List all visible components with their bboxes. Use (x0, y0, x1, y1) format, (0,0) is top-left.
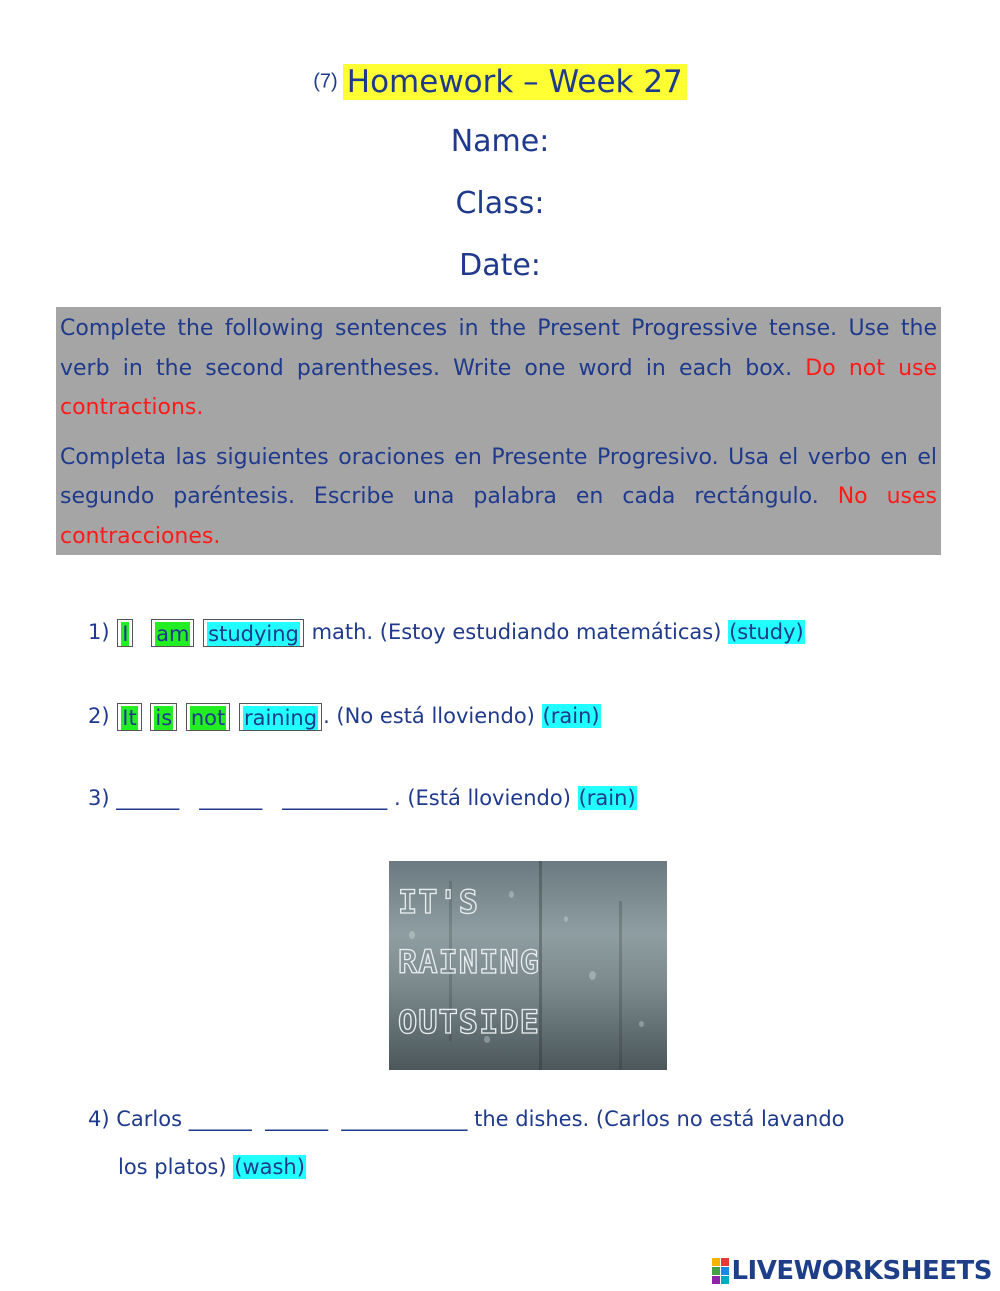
liveworksheets-logo (712, 1256, 992, 1286)
exercise-4 (88, 1102, 845, 1136)
raining-outside-image (389, 861, 667, 1070)
exercise-number: 2) (88, 704, 110, 728)
instructions-english-text: Complete the following sentences in the Present Progressive tense. Use the verb in the second parentheses. Write one word in each box. (60, 316, 937, 381)
answer-box[interactable] (239, 703, 322, 731)
instructions-spanish-warning: No uses contracciones. (60, 484, 937, 549)
answer-box-text: not (190, 706, 226, 730)
answer-box[interactable] (203, 619, 304, 647)
instructions-english-warning: Do not use contractions. (60, 355, 938, 420)
answer-box-text: raining (243, 706, 318, 730)
class-label: Class: (455, 186, 545, 221)
answer-box-text: is (155, 706, 173, 730)
exercise-text: los platos) (118, 1155, 227, 1179)
verb-hint: (rain) (542, 704, 600, 728)
exercise-1 (88, 615, 805, 649)
answer-box-text: studying (208, 622, 299, 646)
exercise-number: 4) (88, 1107, 110, 1131)
exercise-4-continued (118, 1150, 306, 1184)
exercise-3 (88, 781, 637, 815)
exercise-text: . (No está lloviendo) (323, 704, 535, 728)
name-label: Name: (450, 124, 550, 159)
answer-box[interactable] (117, 703, 141, 731)
verb-hint: (study) (729, 620, 804, 644)
instructions-spanish-text: Completa las siguientes oraciones en Presente Progresivo. Usa el verbo en el segundo paréntesis. Escribe una palabra en cada rectángulo. (60, 444, 937, 509)
answer-blanks[interactable]: ______ ______ ____________ (188, 1107, 468, 1131)
verb-hint: (wash) (234, 1155, 305, 1179)
answer-box-text: I (122, 622, 129, 646)
exercise-text: math. (Estoy estudiando matemáticas) (311, 620, 722, 644)
exercise-subject: Carlos (116, 1107, 183, 1131)
exercise-2 (88, 699, 601, 733)
answer-box[interactable] (151, 619, 194, 647)
instructions-english (60, 309, 937, 428)
image-text-line: OUTSIDE (398, 1003, 540, 1041)
logo-text: LIVEWORKSHEETS (731, 1256, 992, 1286)
answer-box-text: It (122, 706, 137, 730)
page-title: Homework – Week 27 (343, 64, 687, 100)
exercise-text: . (Está lloviendo) (394, 786, 571, 810)
instructions-box (56, 307, 941, 555)
worksheet-number: (7) (313, 70, 338, 93)
answer-box[interactable] (150, 703, 177, 731)
answer-blanks[interactable]: ______ ______ __________ (116, 786, 388, 810)
instructions-spanish (60, 438, 937, 557)
exercise-number: 1) (88, 620, 110, 644)
exercise-text: the dishes. (Carlos no está lavando (474, 1107, 845, 1131)
answer-box[interactable] (186, 703, 230, 731)
logo-icon (712, 1258, 729, 1284)
answer-box[interactable] (117, 619, 133, 647)
verb-hint: (rain) (578, 786, 636, 810)
image-text-line: IT'S (398, 883, 480, 921)
image-text-line: RAINING (398, 943, 540, 981)
answer-box-text: am (156, 622, 190, 646)
date-label: Date: (459, 248, 541, 283)
worksheet-title (0, 58, 1000, 105)
exercise-number: 3) (88, 786, 110, 810)
